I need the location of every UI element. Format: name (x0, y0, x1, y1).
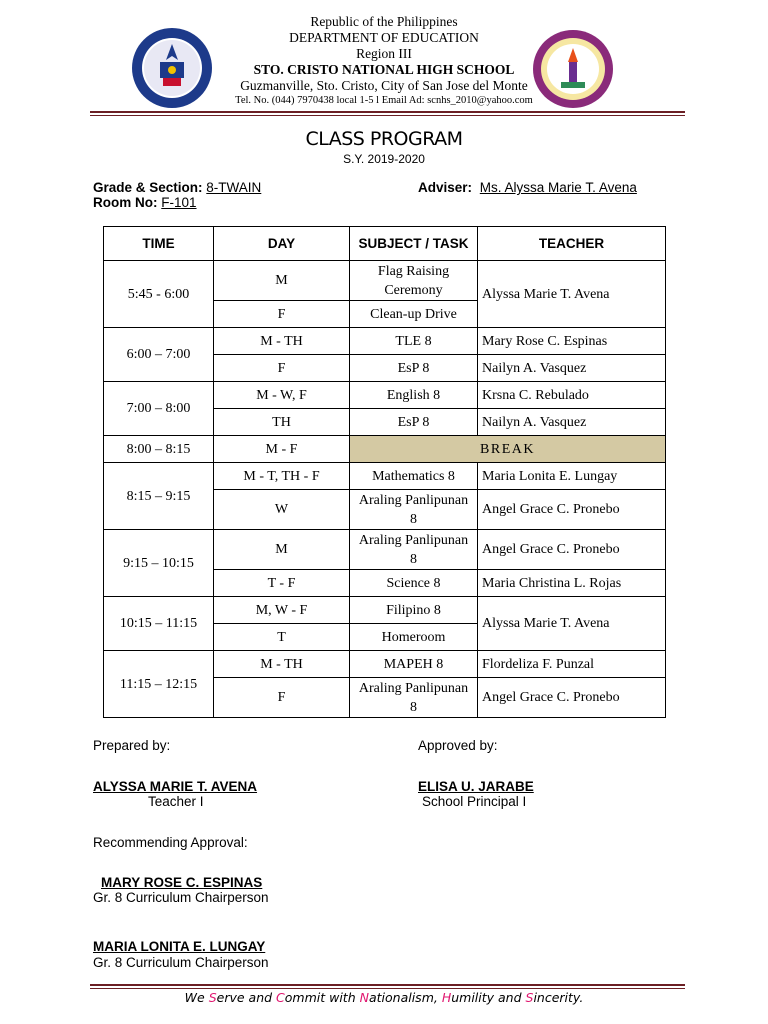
table-row (104, 382, 666, 409)
school-motto (0, 990, 768, 1005)
table-header-row (104, 227, 666, 261)
prepared-by-label: Prepared by: (93, 738, 171, 753)
column-header-day: DAY (214, 227, 350, 261)
subject-cell: Clean-up Drive (350, 301, 478, 328)
motto-highlight: C (276, 990, 285, 1005)
teacher-cell: Flordeliza F. Punzal (478, 651, 666, 678)
school-contact: Tel. No. (044) 7970438 local 1-5 l Email Ad: scnhs_2010@yahoo.com (235, 95, 533, 106)
motto-text: umility and (451, 990, 526, 1005)
letterhead (0, 14, 768, 107)
day-cell: T (214, 624, 350, 651)
column-header-subject: SUBJECT / TASK (350, 227, 478, 261)
teacher-cell: Nailyn A. Vasquez (478, 355, 666, 382)
subject-cell: MAPEH 8 (350, 651, 478, 678)
grade-label: Grade & Section: (93, 180, 203, 195)
department-line: DEPARTMENT OF EDUCATION (289, 30, 479, 45)
day-cell: M - TH (214, 328, 350, 355)
grade-section (93, 180, 261, 195)
teacher-cell: Maria Lonita E. Lungay (478, 463, 666, 490)
subject-cell: English 8 (350, 382, 478, 409)
column-header-teacher: TEACHER (478, 227, 666, 261)
subject-cell: Filipino 8 (350, 597, 478, 624)
adviser-label: Adviser: (418, 180, 473, 195)
approved-by-name: ELISA U. JARABE (418, 779, 534, 794)
motto-text: erve and (216, 990, 277, 1005)
teacher-cell: Alyssa Marie T. Avena (478, 261, 666, 328)
time-cell: 5:45 - 6:00 (104, 261, 214, 328)
motto-text: We (184, 990, 209, 1005)
motto-text: incerity. (533, 990, 584, 1005)
column-header-time: TIME (104, 227, 214, 261)
day-cell: M - F (214, 436, 350, 463)
prepared-by-name: ALYSSA MARIE T. AVENA (93, 779, 258, 794)
teacher-cell: Angel Grace C. Pronebo (478, 530, 666, 570)
time-cell: 10:15 – 11:15 (104, 597, 214, 651)
day-cell: T - F (214, 570, 350, 597)
header-rule-thin (90, 115, 685, 116)
school-name: STO. CRISTO NATIONAL HIGH SCHOOL (253, 62, 515, 77)
day-cell: M - T, TH - F (214, 463, 350, 490)
school-year: S.Y. 2019-2020 (343, 152, 425, 166)
recommending-approval-label: Recommending Approval: (93, 835, 248, 850)
teacher-cell: Angel Grace C. Pronebo (478, 490, 666, 530)
footer-rule (90, 984, 685, 986)
subject-cell: Mathematics 8 (350, 463, 478, 490)
time-cell: 8:15 – 9:15 (104, 463, 214, 530)
table-row (104, 463, 666, 490)
teacher-cell: Maria Christina L. Rojas (478, 570, 666, 597)
table-row (104, 651, 666, 678)
motto-text: ationalism, (368, 990, 442, 1005)
motto-highlight: H (441, 990, 452, 1005)
subject-cell: Araling Panlipunan 8 (350, 678, 478, 718)
document-title: CLASS PROGRAM (305, 128, 463, 150)
adviser-value: Ms. Alyssa Marie T. Avena (479, 180, 637, 195)
break-cell: BREAK (350, 436, 666, 463)
class-program-table (103, 226, 666, 718)
motto-highlight: S (525, 990, 534, 1005)
table-row (104, 328, 666, 355)
table-row (104, 597, 666, 624)
subject-cell: EsP 8 (350, 409, 478, 436)
table-row (104, 436, 666, 463)
day-cell: M (214, 530, 350, 570)
teacher-cell: Alyssa Marie T. Avena (478, 597, 666, 651)
teacher-cell: Krsna C. Rebulado (478, 382, 666, 409)
time-cell: 9:15 – 10:15 (104, 530, 214, 597)
subject-cell: Flag Raising Ceremony (350, 261, 478, 301)
footer-rule-thin (90, 988, 685, 989)
room-number (93, 195, 197, 210)
recommending-name-2: MARIA LONITA E. LUNGAY (93, 939, 266, 954)
time-cell: 7:00 – 8:00 (104, 382, 214, 436)
day-cell: M (214, 261, 350, 301)
day-cell: F (214, 355, 350, 382)
adviser (418, 180, 637, 195)
day-cell: W (214, 490, 350, 530)
time-cell: 6:00 – 7:00 (104, 328, 214, 382)
table-row (104, 261, 666, 301)
subject-cell: EsP 8 (350, 355, 478, 382)
header-rule (90, 111, 685, 113)
subject-cell: Science 8 (350, 570, 478, 597)
teacher-cell: Angel Grace C. Pronebo (478, 678, 666, 718)
day-cell: M - W, F (214, 382, 350, 409)
recommending-title-2: Gr. 8 Curriculum Chairperson (93, 955, 269, 970)
grade-value: 8-TWAIN (206, 180, 262, 195)
day-cell: M, W - F (214, 597, 350, 624)
school-address: Guzmanville, Sto. Cristo, City of San Jose del Monte (240, 78, 528, 93)
recommending-name-1: MARY ROSE C. ESPINAS (101, 875, 263, 890)
motto-highlight: N (359, 990, 369, 1005)
subject-cell: Homeroom (350, 624, 478, 651)
region-line: Region III (356, 46, 412, 61)
republic-line: Republic of the Philippines (310, 14, 458, 29)
prepared-by-title: Teacher I (148, 794, 204, 809)
subject-cell: Araling Panlipunan 8 (350, 530, 478, 570)
time-cell: 11:15 – 12:15 (104, 651, 214, 718)
day-cell: F (214, 301, 350, 328)
teacher-cell: Nailyn A. Vasquez (478, 409, 666, 436)
room-value: F-101 (161, 195, 197, 210)
day-cell: F (214, 678, 350, 718)
table-row (104, 530, 666, 570)
day-cell: TH (214, 409, 350, 436)
day-cell: M - TH (214, 651, 350, 678)
recommending-title-1: Gr. 8 Curriculum Chairperson (93, 890, 269, 905)
room-label: Room No: (93, 195, 158, 210)
approved-by-title: School Principal I (422, 794, 527, 809)
approved-by-label: Approved by: (418, 738, 498, 753)
motto-highlight: S (208, 990, 217, 1005)
teacher-cell: Mary Rose C. Espinas (478, 328, 666, 355)
subject-cell: Araling Panlipunan 8 (350, 490, 478, 530)
time-cell: 8:00 – 8:15 (104, 436, 214, 463)
subject-cell: TLE 8 (350, 328, 478, 355)
motto-text: ommit with (284, 990, 360, 1005)
